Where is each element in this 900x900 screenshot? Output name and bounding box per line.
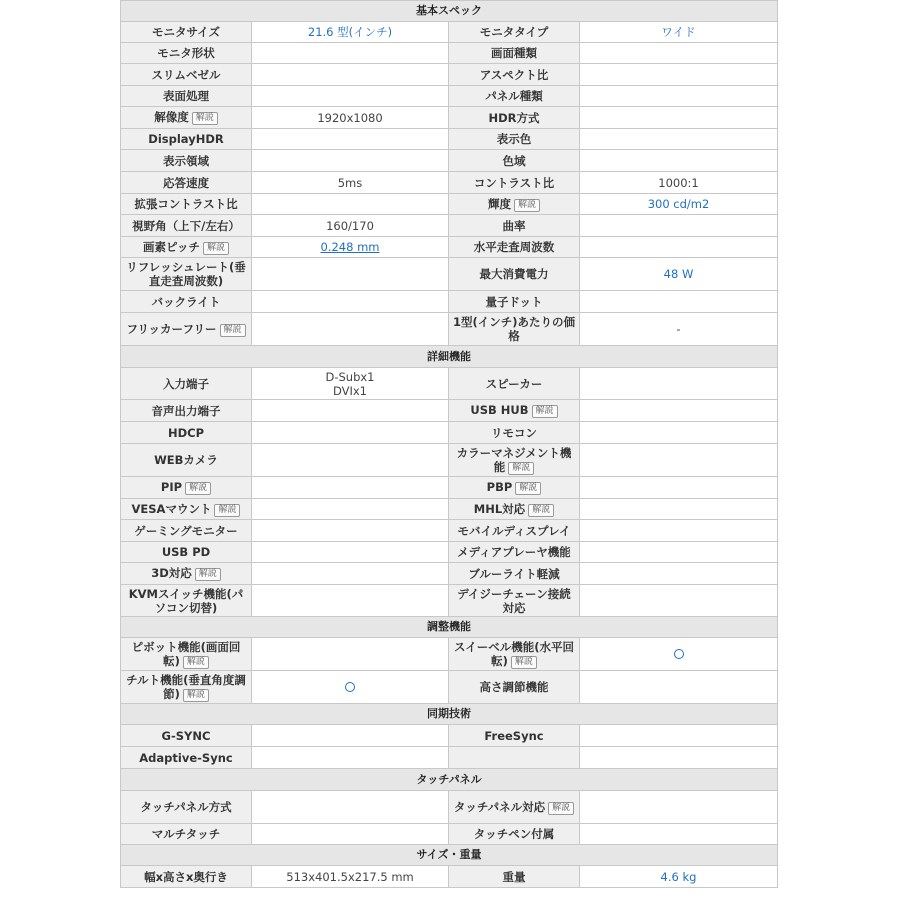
spec-value [580,499,778,520]
spec-label [121,444,252,477]
spec-label [121,725,252,747]
spec-label-text: メディアプレーヤ機能 [457,545,571,559]
spec-label [121,237,252,258]
section-title: 基本スペック [121,1,778,22]
spec-label-text: 視野角（上下/左右） [132,218,240,233]
spec-label-text: DisplayHDR [148,132,224,146]
spec-label [121,499,252,520]
spec-label [449,866,580,888]
spec-label-text: 表面処理 [163,89,209,103]
spec-label [449,747,580,769]
spec-row [121,563,778,585]
spec-label-text: デイジーチェーン接続対応 [457,586,571,615]
spec-value [580,291,778,313]
spec-label [449,237,580,258]
spec-label-text: ゲーミングモニター [134,523,238,538]
spec-row [121,22,778,43]
spec-label-text: WEBカメラ [154,453,218,467]
spec-label-text: スリムベゼル [151,67,221,82]
spec-label-text: PBP [486,480,513,494]
spec-label-text: 画面種類 [491,46,537,60]
spec-value [580,194,778,215]
spec-row [121,422,778,444]
spec-label-text: 表示色 [496,132,532,146]
spec-label-text: HDR方式 [488,110,540,125]
spec-label-text: タッチパネル対応 [453,799,546,814]
spec-label [449,638,580,671]
spec-value-text: - [676,322,681,336]
spec-label [121,291,252,313]
section-title: 詳細機能 [121,346,778,368]
spec-label [121,824,252,845]
spec-label-text: バックライト [151,294,221,309]
spec-row [121,368,778,400]
spec-label-text: 拡張コントラスト比 [134,197,238,211]
kaisetsu-button[interactable]: 解説 [192,112,218,125]
spec-label-text: モバイルディスプレイ [457,523,571,538]
spec-label-text: マルチタッチ [151,827,221,841]
spec-label [121,563,252,585]
spec-value [580,444,778,477]
spec-label [449,172,580,194]
spec-row [121,585,778,617]
spec-value [252,400,449,422]
spec-label [449,444,580,477]
spec-label [449,477,580,499]
spec-label-text: リモコン [491,425,537,440]
spec-value-text: ワイド [661,25,696,39]
section-header-row [121,704,778,725]
spec-label [121,129,252,150]
spec-label-text: 最大消費電力 [479,267,549,281]
spec-label [449,520,580,542]
spec-row [121,725,778,747]
spec-label-text: VESAマウント [131,501,212,516]
spec-label-text: PIP [160,480,183,494]
spec-value-text: 21.6 型(インチ) [307,25,393,39]
kaisetsu-button[interactable]: 解説 [514,199,540,212]
spec-label-text: ピボット機能(画面回転) [131,639,241,668]
kaisetsu-button[interactable]: 解説 [508,462,534,475]
spec-value [252,499,449,520]
spec-row [121,824,778,845]
spec-value [580,400,778,422]
spec-label-text: 幅x高さx奥行き [144,869,228,884]
spec-value [580,129,778,150]
spec-label [449,150,580,172]
spec-label-text: 曲率 [502,218,526,233]
section-title: サイズ・重量 [121,845,778,866]
kaisetsu-button[interactable]: 解説 [195,568,221,581]
spec-label-text: HDCP [167,425,205,440]
spec-value [252,215,449,237]
spec-label-text: 応答速度 [163,175,209,190]
spec-row [121,237,778,258]
spec-label-text: 解像度 [154,110,189,124]
spec-row [121,747,778,769]
spec-row [121,499,778,520]
spec-value [252,824,449,845]
spec-value [580,671,778,704]
section-header-row [121,346,778,368]
spec-label-text: FreeSync [484,728,544,743]
spec-value [580,747,778,769]
spec-label-text: 音声出力端子 [151,403,221,418]
spec-row [121,791,778,824]
spec-label-text: 色域 [502,153,526,168]
spec-row [121,313,778,346]
spec-label [449,368,580,400]
spec-label-text: リフレッシュレート(垂直走査周波数) [126,260,246,288]
spec-value-text: 160/170 [326,218,374,233]
kaisetsu-button[interactable]: 解説 [214,504,240,517]
spec-value [252,313,449,346]
spec-label [449,215,580,237]
spec-label [121,368,252,400]
spec-row [121,129,778,150]
spec-value-line: D-Subx1 [325,369,375,384]
spec-value-text: 1000:1 [658,175,699,190]
spec-row [121,107,778,129]
spec-value [252,172,449,194]
spec-value [252,444,449,477]
spec-label [121,520,252,542]
section-header-row [121,845,778,866]
spec-label [121,22,252,43]
spec-label [449,86,580,107]
spec-label-text: コントラスト比 [473,175,555,190]
spec-label-text: タッチパネル方式 [140,800,232,814]
section-title: タッチパネル [121,769,778,791]
spec-row [121,400,778,422]
spec-value-text: 5ms [337,175,363,190]
spec-value [580,215,778,237]
spec-value [580,563,778,585]
spec-label-text: タッチペン付属 [473,827,555,841]
spec-label [449,499,580,520]
spec-label [121,258,252,291]
spec-value [252,866,449,888]
spec-label [449,258,580,291]
spec-value [252,747,449,769]
spec-label-text: KVMスイッチ機能(パソコン切替) [128,586,244,615]
spec-label [121,866,252,888]
spec-value [580,43,778,64]
spec-label [121,585,252,617]
spec-value[interactable] [252,237,449,258]
spec-label-text: 1型(インチ)あたりの価格 [452,315,575,343]
kaisetsu-button[interactable]: 解説 [183,656,209,669]
spec-value [580,422,778,444]
spec-value [580,172,778,194]
spec-row [121,194,778,215]
spec-value [252,638,449,671]
supported-circle-icon [345,682,355,692]
section-header-row [121,617,778,638]
spec-row [121,671,778,704]
spec-row [121,258,778,291]
spec-value-text: 513x401.5x217.5 mm [286,869,414,884]
spec-label-text: アスペクト比 [479,67,549,82]
spec-value [252,291,449,313]
spec-value [252,43,449,64]
spec-row [121,444,778,477]
kaisetsu-button[interactable]: 解説 [528,504,554,517]
spec-value [252,422,449,444]
spec-label [449,585,580,617]
spec-label [449,291,580,313]
spec-value [252,725,449,747]
spec-row [121,866,778,888]
spec-label [121,150,252,172]
kaisetsu-button[interactable]: 解説 [511,656,537,669]
spec-label-text: モニタ形状 [157,46,215,60]
spec-value [580,86,778,107]
spec-row [121,86,778,107]
spec-label-text: MHL対応 [473,501,526,516]
spec-value [580,107,778,129]
kaisetsu-button[interactable]: 解説 [532,405,558,418]
spec-row [121,638,778,671]
section-header-row [121,1,778,22]
spec-value [580,866,778,888]
spec-value [580,824,778,845]
spec-label [121,477,252,499]
kaisetsu-button[interactable]: 解説 [515,482,541,495]
spec-value [580,22,778,43]
spec-row [121,43,778,64]
spec-label-text: 量子ドット [485,294,543,309]
spec-label-text: カラーマネジメント機能 [456,445,572,474]
spec-value [580,64,778,86]
spec-label-text: 重量 [502,869,526,884]
kaisetsu-button[interactable]: 解説 [220,324,246,337]
spec-label [121,194,252,215]
spec-label-text: 画素ピッチ [142,239,201,254]
spec-value [580,585,778,617]
spec-value-text: 1920x1080 [317,110,383,125]
spec-label-text: 表示領域 [163,153,209,168]
spec-label [121,172,252,194]
spec-value-text: 4.6 kg [660,869,697,884]
spec-label-text: フリッカーフリー [126,321,217,336]
section-title: 調整機能 [121,617,778,638]
spec-row [121,291,778,313]
spec-value [252,368,449,400]
spec-value [252,107,449,129]
kaisetsu-button[interactable]: 解説 [548,802,574,815]
spec-label [449,542,580,563]
spec-value-text: 48 W [663,267,694,281]
spec-label [121,64,252,86]
spec-row [121,172,778,194]
spec-row [121,150,778,172]
spec-value [580,542,778,563]
spec-value [252,563,449,585]
spec-value [252,542,449,563]
spec-label-text: 輝度 [487,196,511,211]
spec-label [449,107,580,129]
spec-value [580,520,778,542]
section-title: 同期技術 [121,704,778,725]
section-header-row [121,769,778,791]
spec-label [121,422,252,444]
spec-label [449,129,580,150]
spec-label-text: モニタサイズ [151,25,221,39]
spec-value [252,671,449,704]
spec-row [121,520,778,542]
spec-value [580,725,778,747]
spec-value-text: 300 cd/m2 [647,197,710,211]
spec-label-text: USB HUB [470,403,529,417]
spec-label-text: モニタタイプ [479,25,549,39]
spec-value [252,22,449,43]
spec-label-text: チルト機能(垂直角度調節) [126,672,246,701]
spec-label [449,563,580,585]
spec-label [121,313,252,346]
spec-label-text: G-SYNC [161,728,211,743]
spec-label-text: スイーベル機能(水平回転) [453,639,575,668]
spec-label [121,107,252,129]
spec-value [580,258,778,291]
spec-row [121,542,778,563]
spec-label-text: USB PD [161,545,211,559]
spec-label [449,791,580,824]
spec-value [580,791,778,824]
spec-label [449,422,580,444]
spec-value [580,638,778,671]
kaisetsu-button[interactable]: 解説 [203,242,229,255]
spec-value [580,150,778,172]
spec-label [449,725,580,747]
spec-value [580,477,778,499]
spec-label [121,638,252,671]
spec-label [449,313,580,346]
spec-label-text: 水平走査周波数 [473,240,555,254]
spec-label-text: スピーカー [485,376,543,391]
spec-label-text: 入力端子 [163,376,209,391]
spec-label [449,64,580,86]
spec-value [252,194,449,215]
spec-value-text[interactable]: 0.248 mm [320,240,380,254]
spec-table [120,0,778,888]
spec-label [449,671,580,704]
spec-value [252,585,449,617]
spec-row [121,215,778,237]
spec-label [121,215,252,237]
supported-circle-icon [674,649,684,659]
spec-label-text: パネル種類 [485,89,543,103]
spec-value [580,313,778,346]
spec-row [121,64,778,86]
spec-label [449,194,580,215]
kaisetsu-button[interactable]: 解説 [183,689,209,702]
spec-value [252,129,449,150]
spec-label [449,400,580,422]
spec-value-line: DVIx1 [332,383,368,398]
spec-value [252,791,449,824]
spec-label [121,43,252,64]
spec-value [252,86,449,107]
spec-value [580,368,778,400]
spec-label-text: 3D対応 [151,566,192,580]
spec-value [252,64,449,86]
spec-label [121,86,252,107]
spec-row [121,477,778,499]
spec-label [121,400,252,422]
spec-label [121,791,252,824]
kaisetsu-button[interactable]: 解説 [185,482,211,495]
spec-label [449,43,580,64]
spec-label [449,22,580,43]
spec-value [252,520,449,542]
spec-value [252,150,449,172]
spec-label-text: Adaptive-Sync [139,750,233,765]
spec-value [252,258,449,291]
spec-label [121,542,252,563]
spec-label [121,747,252,769]
spec-label-text: ブルーライト軽減 [468,566,560,581]
spec-value [580,237,778,258]
spec-label [121,671,252,704]
spec-label-text: 高さ調節機能 [479,680,549,694]
spec-value [252,477,449,499]
spec-label [449,824,580,845]
